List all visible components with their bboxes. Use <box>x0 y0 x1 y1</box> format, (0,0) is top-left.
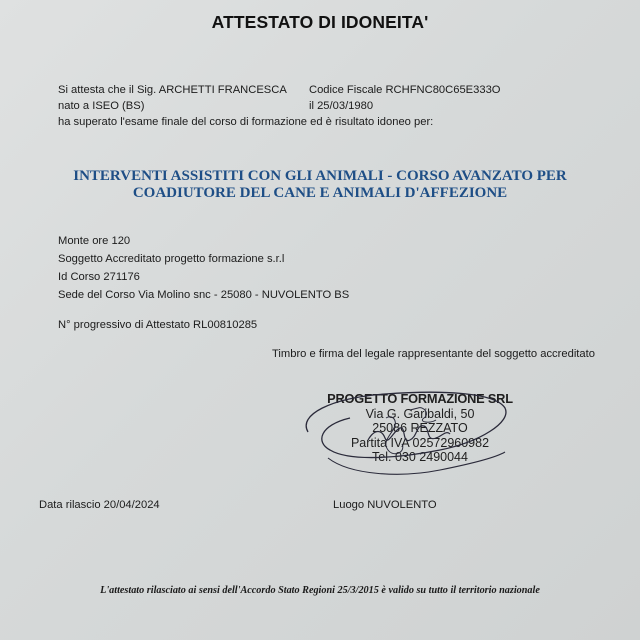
course-title-line2: COADIUTORE DEL CANE E ANIMALI D'AFFEZIONE <box>132 185 508 201</box>
birthplace: nato a ISEO (BS) <box>58 100 145 112</box>
stamp-city: 25086 REZZATO <box>372 421 468 435</box>
progressive-number: N° progressivo di Attestato RL00810285 <box>58 319 258 331</box>
stamp-caption: Timbro e firma del legale rappresentante del soggetto accreditato <box>272 348 595 360</box>
course-location: Sede del Corso Via Molino snc - 25080 - NUVOLENTO BS <box>58 289 350 301</box>
issue-place: Luogo NUVOLENTO <box>333 499 437 511</box>
issue-date: Data rilascio 20/04/2024 <box>39 499 160 511</box>
accredited-entity: Soggetto Accreditato progetto formazione s.r.l <box>58 253 285 265</box>
company-stamp <box>300 392 540 465</box>
course-hours: Monte ore 120 <box>58 235 131 247</box>
fiscal-code: Codice Fiscale RCHFNC80C65E333O <box>309 84 501 96</box>
course-id: Id Corso 271176 <box>58 271 140 283</box>
course-title-line1: INTERVENTI ASSISTITI CON GLI ANIMALI - CORSO AVANZATO PER <box>73 168 567 184</box>
stamp-address: Via G. Garibaldi, 50 <box>365 406 475 421</box>
stamp-phone: Tel. 030 2490044 <box>372 450 468 464</box>
declaration-name: Si attesta che il Sig. ARCHETTI FRANCESCA <box>58 84 287 96</box>
declaration-statement: ha superato l'esame finale del corso di formazione ed è risultato idoneo per: <box>58 116 434 128</box>
stamp-company-name: PROGETTO FORMAZIONE SRL <box>327 391 513 406</box>
course-title <box>0 168 640 202</box>
birth-date: il 25/03/1980 <box>309 100 374 112</box>
stamp-vat: Partita IVA 02572960982 <box>350 435 490 450</box>
validity-note: L'attestato rilasciato ai sensi dell'Accordo Stato Regioni 25/3/2015 è valido su tutto il territorio nazionale <box>100 585 540 596</box>
document-title: ATTESTATO DI IDONEITA' <box>211 12 429 32</box>
